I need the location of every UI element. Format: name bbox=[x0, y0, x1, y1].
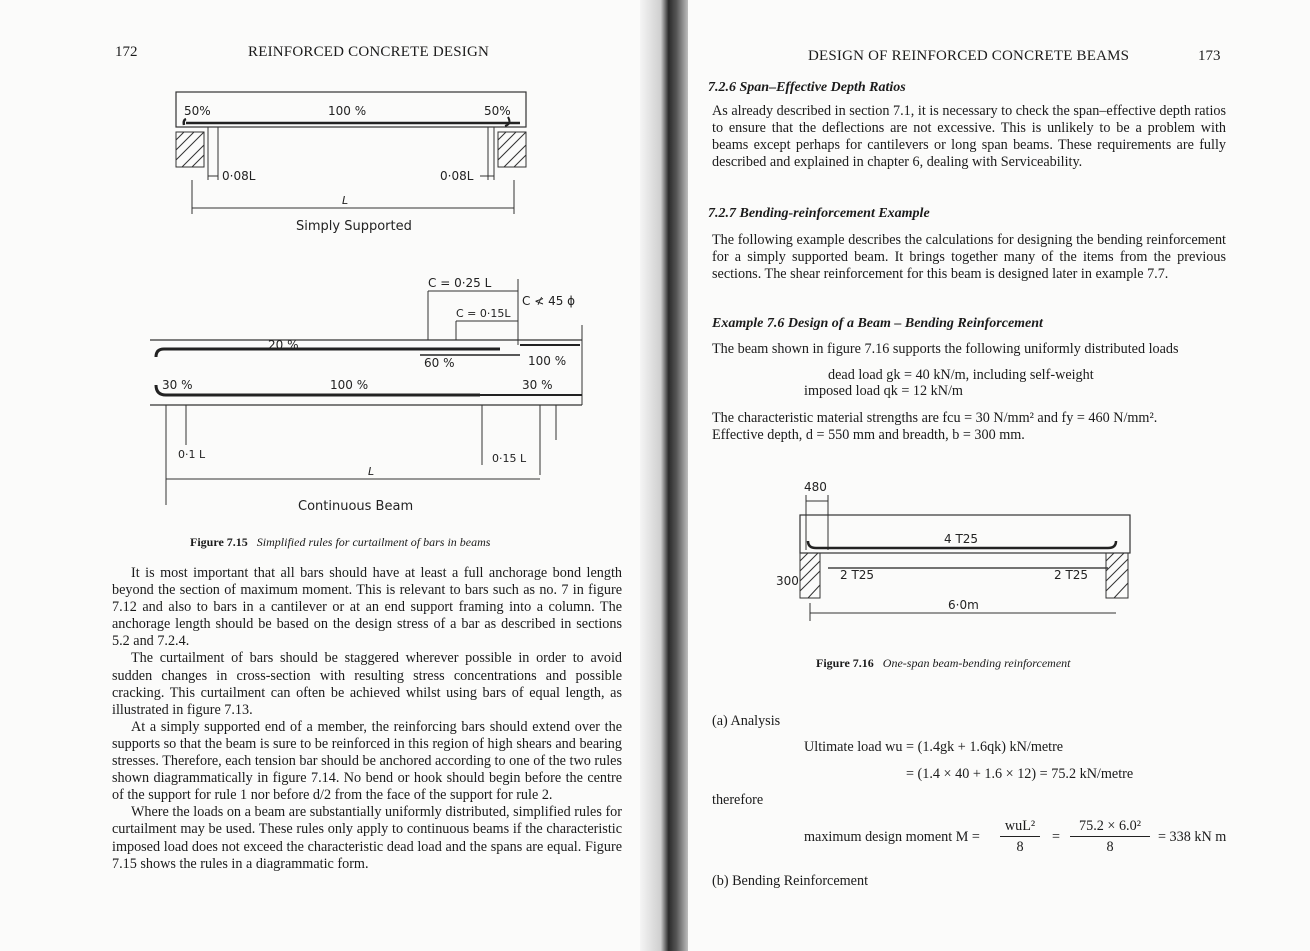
section-726-text bbox=[712, 103, 1226, 171]
label-30pct-right: 30 % bbox=[522, 378, 553, 392]
left-body-text bbox=[112, 565, 622, 873]
label-100pct: 100 % bbox=[328, 104, 367, 118]
ultimate-load-result: = (1.4 × 40 + 1.6 × 12) = 75.2 kN/metre bbox=[906, 766, 1134, 782]
label-c-025L: C = 0·25 L bbox=[428, 276, 492, 290]
bending-reinforcement-heading: (b) Bending Reinforcement bbox=[712, 873, 869, 889]
label-480: 480 bbox=[804, 480, 827, 494]
moment-result: = 338 kN m bbox=[1158, 829, 1227, 845]
book-gutter bbox=[640, 0, 692, 951]
paragraph: As already described in section 7.1, it is necessary to check the span–effective depth ratios to ensure that the deflections are not excessive. This is unlikely to be a problem with beams except perhaps for cantilevers or long span beams. These requirements are fully described and explained in chapter 6, dealing with Serviceability. bbox=[712, 103, 1226, 171]
moment-numerator-2: 75.2 × 6.0² bbox=[1079, 818, 1141, 834]
moment-denominator-2: 8 bbox=[1106, 839, 1114, 855]
imposed-load-line: imposed load qk = 12 kN/m bbox=[804, 383, 963, 399]
fraction-bar-2 bbox=[1070, 836, 1150, 837]
running-head-left: REINFORCED CONCRETE DESIGN bbox=[248, 44, 490, 60]
right-page bbox=[688, 0, 1310, 951]
figure-subtitle-continuous: Continuous Beam bbox=[298, 499, 414, 514]
label-30pct-left: 30 % bbox=[162, 378, 193, 392]
label-2T25-left: 2 T25 bbox=[840, 568, 875, 582]
label-01L: 0·1 L bbox=[178, 448, 206, 461]
example-intro: The beam shown in figure 7.16 supports the following uniformly distributed loads bbox=[712, 341, 1179, 357]
moment-denominator-1: 8 bbox=[1016, 839, 1024, 855]
label-2T25-right: 2 T25 bbox=[1054, 568, 1089, 582]
caption-text: One-span beam-bending reinforcement bbox=[882, 656, 1071, 670]
dead-load-line: dead load gk = 40 kN/m, including self-weight bbox=[828, 367, 1094, 383]
label-008L-left: 0·08L bbox=[222, 169, 256, 183]
label-4T25: 4 T25 bbox=[944, 532, 979, 546]
fraction-bar-1 bbox=[1000, 836, 1040, 837]
label-c-45phi: C ≮ 45 ϕ bbox=[522, 294, 576, 308]
left-page bbox=[0, 0, 648, 951]
figure-caption-7-16 bbox=[816, 656, 1071, 671]
moment-lhs: maximum design moment M = bbox=[804, 829, 980, 845]
label-50pct-right: 50% bbox=[484, 104, 511, 118]
label-100pct-bottom: 100 % bbox=[330, 378, 369, 392]
caption-label: Figure 7.15 bbox=[190, 535, 248, 549]
figure-subtitle-simply: Simply Supported bbox=[296, 219, 412, 234]
label-cont-span-L: L bbox=[368, 465, 375, 478]
label-6-0m: 6·0m bbox=[948, 598, 979, 612]
material-strengths: The characteristic material strengths are fcu = 30 N/mm² and fy = 460 N/mm². bbox=[712, 410, 1158, 426]
running-head-right: DESIGN OF REINFORCED CONCRETE BEAMS bbox=[808, 48, 1130, 64]
paragraph: The curtailment of bars should be staggered wherever possible in order to avoid sudden changes in cross-section with resulting stress concentrations and possible cracking. This curtailment can often be achieved whilst using bars of equal length, as illustrated in figure 7.13. bbox=[112, 650, 622, 718]
label-300: 300 bbox=[776, 574, 799, 588]
label-50pct-left: 50% bbox=[184, 104, 211, 118]
ultimate-load-line: Ultimate load wu = (1.4gk + 1.6qk) kN/metre bbox=[804, 739, 1064, 755]
paragraph: It is most important that all bars should have at least a full anchorage bond length beyond the section of maximum moment. This is relevant to bars such as no. 7 in figure 7.12 and also to bars in a cantilever or at an end support framing into a column. The anchorage length should be based on the design stress of a bar as described in sections 5.2 and 7.2.4. bbox=[112, 565, 622, 650]
label-20pct: 20 % bbox=[268, 338, 299, 352]
label-c-015L: C = 0·15L bbox=[456, 307, 511, 320]
figure-caption-7-15 bbox=[190, 535, 490, 550]
paragraph: The following example describes the calculations for designing the bending reinforcement for a simply supported beam. It brings together many of the items from the previous sections. The shear reinforcement for this beam is designed later in example 7.7. bbox=[712, 232, 1226, 283]
therefore-text: therefore bbox=[712, 792, 764, 808]
label-008L-right: 0·08L bbox=[440, 169, 474, 183]
paragraph: Where the loads on a beam are substantially uniformly distributed, simplified rules for curtailment may be used. These rules only apply to continuous beams if the characteristic imposed load does not exceed the characteristic dead load and the spans are equal. Figure 7.15 shows the rules in a diagrammatic form. bbox=[112, 804, 622, 872]
effective-depth-line: Effective depth, d = 550 mm and breadth, b = 300 mm. bbox=[712, 427, 1025, 443]
caption-label: Figure 7.16 bbox=[816, 656, 874, 670]
section-727-text bbox=[712, 232, 1226, 283]
section-heading-726: 7.2.6 Span–Effective Depth Ratios bbox=[708, 80, 906, 95]
caption-text: Simplified rules for curtailment of bars in beams bbox=[256, 535, 491, 549]
analysis-heading: (a) Analysis bbox=[712, 713, 781, 729]
label-span-L: L bbox=[342, 194, 349, 207]
page-number-right: 173 bbox=[1198, 48, 1221, 64]
label-100pct-top: 100 % bbox=[528, 354, 567, 368]
section-heading-727: 7.2.7 Bending-reinforcement Example bbox=[708, 206, 930, 221]
moment-numerator-1: wuL² bbox=[1004, 818, 1036, 834]
label-60pct: 60 % bbox=[424, 356, 455, 370]
paragraph: At a simply supported end of a member, the reinforcing bars should extend over the supports so that the beam is sure to be reinforced in this region of high shears and bearing stresses. Therefore, each tension bar should be anchored according to one of the two rules shown diagrammatically in figure 7.14. No bend or hook should begin before the centre of the support for rule 1 nor before d/2 from the face of the support for rule 2. bbox=[112, 718, 622, 804]
moment-equals: = bbox=[1052, 829, 1061, 845]
label-015L: 0·15 L bbox=[492, 452, 527, 465]
example-heading: Example 7.6 Design of a Beam – Bending Reinforcement bbox=[712, 316, 1043, 331]
page-number-left: 172 bbox=[115, 44, 138, 60]
